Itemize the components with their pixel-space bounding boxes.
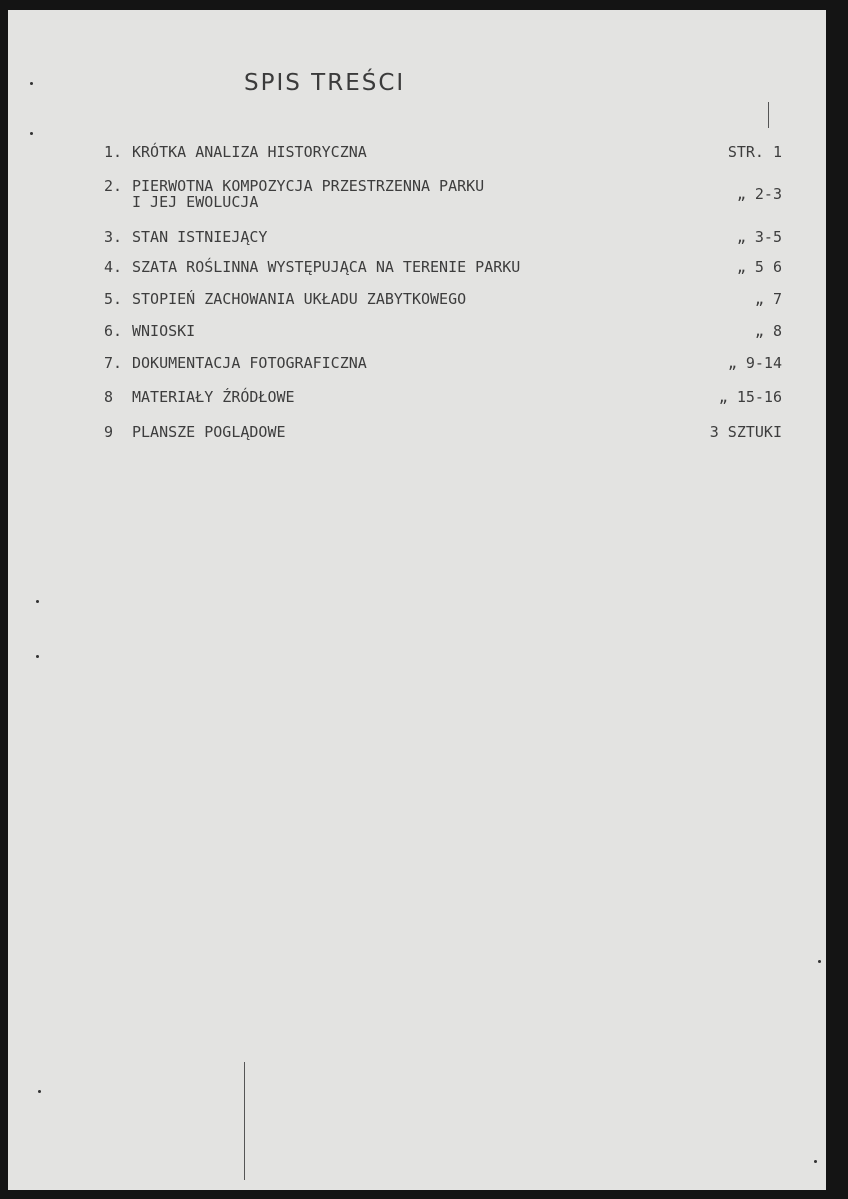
- document-page: [8, 10, 826, 1190]
- entry-text: MATERIAŁY ŹRÓDŁOWE: [132, 388, 295, 406]
- entry-page: „ 15-16: [718, 388, 782, 406]
- entry-number: 6.: [104, 322, 123, 340]
- entry-text: SZATA ROŚLINNA WYSTĘPUJĄCA NA TERENIE PARKU: [132, 258, 521, 276]
- entry-page: STR. 1: [727, 143, 782, 161]
- entry-text: STOPIEŃ ZACHOWANIA UKŁADU ZABYTKOWEGO: [132, 290, 467, 308]
- entry-text: PIERWOTNA KOMPOZYCJA PRZESTRZENNA PARKU: [132, 177, 485, 195]
- scan-mark: [768, 102, 769, 128]
- scan-speck: [30, 132, 33, 135]
- entry-number: 3.: [104, 228, 123, 246]
- toc-entry-9: [8, 423, 826, 447]
- entry-page: „ 8: [754, 322, 782, 340]
- entry-text: STAN ISTNIEJĄCY: [132, 228, 268, 246]
- toc-entry-8: [8, 388, 826, 412]
- scan-mark: [244, 1062, 245, 1180]
- toc-entry-6: [8, 322, 826, 346]
- scan-speck: [30, 82, 33, 85]
- toc-entry-2: [8, 177, 826, 217]
- toc-entry-4: [8, 258, 826, 282]
- scan-speck: [818, 960, 821, 963]
- entry-page: „ 7: [754, 290, 782, 308]
- scan-speck: [36, 655, 39, 658]
- toc-entry-5: [8, 290, 826, 314]
- scan-speck: [36, 600, 39, 603]
- entry-text: KRÓTKA ANALIZA HISTORYCZNA: [132, 143, 367, 161]
- toc-entry-3: [8, 228, 826, 252]
- entry-text-continuation: I JEJ EWOLUCJA: [132, 193, 259, 211]
- toc-entry-1: [8, 143, 826, 167]
- entry-number: 8: [104, 388, 114, 406]
- entry-number: 4.: [104, 258, 123, 276]
- entry-page: „ 9-14: [727, 354, 782, 372]
- toc-entry-7: [8, 354, 826, 378]
- scan-speck: [38, 1090, 41, 1093]
- entry-number: 9: [104, 423, 114, 441]
- entry-page: „ 2-3: [736, 185, 782, 203]
- entry-text: PLANSZE POGLĄDOWE: [132, 423, 286, 441]
- document-title: SPIS TREŚCI: [244, 70, 406, 96]
- entry-text: WNIOSKI: [132, 322, 196, 340]
- entry-number: 2.: [104, 177, 123, 195]
- entry-number: 7.: [104, 354, 123, 372]
- entry-page: „ 3-5: [736, 228, 782, 246]
- entry-page: 3 SZTUKI: [709, 423, 782, 441]
- entry-page: „ 5 6: [736, 258, 782, 276]
- entry-number: 1.: [104, 143, 123, 161]
- entry-text: DOKUMENTACJA FOTOGRAFICZNA: [132, 354, 367, 372]
- scan-speck: [814, 1160, 817, 1163]
- entry-number: 5.: [104, 290, 123, 308]
